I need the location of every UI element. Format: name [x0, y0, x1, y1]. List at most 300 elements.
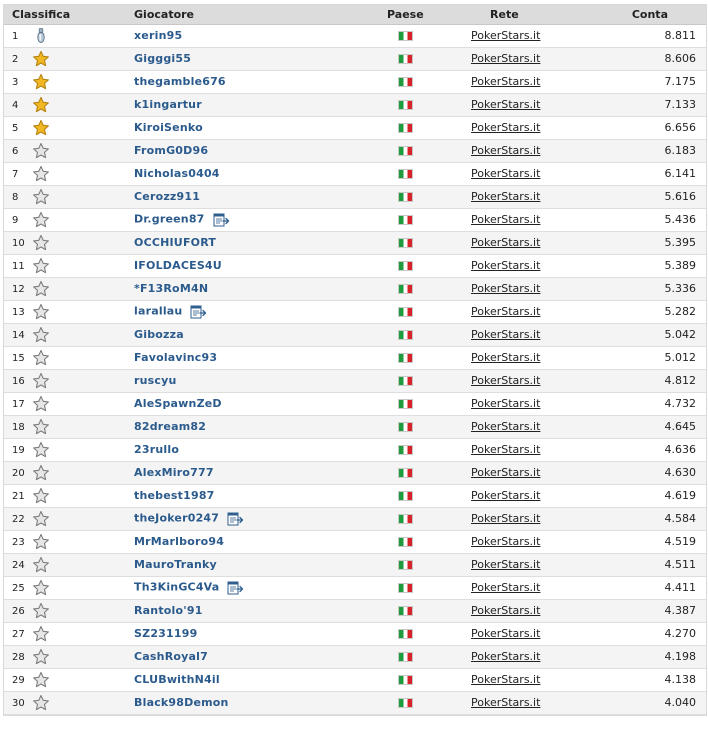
leaderboard-table	[4, 5, 706, 715]
count-value: 6.183	[664, 144, 696, 157]
country-cell	[387, 231, 462, 254]
network-cell	[462, 622, 594, 645]
silver-star-icon	[32, 510, 50, 528]
count-value: 7.133	[664, 98, 696, 111]
table-row	[4, 24, 706, 47]
player-link[interactable]: KiroiSenko	[134, 121, 203, 134]
player-link[interactable]: AleSpawnZeD	[134, 397, 222, 410]
italy-flag-icon	[398, 54, 413, 64]
count-cell	[594, 392, 706, 415]
player-link[interactable]: thegamble676	[134, 75, 226, 88]
rank-cell	[4, 116, 31, 139]
count-value: 4.645	[664, 420, 696, 433]
rank-number: 8	[12, 192, 19, 203]
table-row	[4, 392, 706, 415]
badge-cell	[31, 484, 134, 507]
player-link[interactable]: OCCHIUFORT	[134, 236, 217, 249]
rank-cell	[4, 162, 31, 185]
italy-flag-icon	[398, 284, 413, 294]
rank-cell	[4, 553, 31, 576]
silver-star-icon	[32, 349, 50, 367]
country-cell	[387, 346, 462, 369]
network-cell	[462, 484, 594, 507]
count-value: 5.012	[664, 351, 696, 364]
network-link[interactable]: PokerStars.it	[471, 144, 541, 157]
network-link[interactable]: PokerStars.it	[471, 627, 541, 640]
rank-cell	[4, 323, 31, 346]
silver-star-icon	[32, 303, 50, 321]
header-player[interactable]: Giocatore	[134, 5, 387, 24]
network-cell	[462, 93, 594, 116]
badge-cell	[31, 346, 134, 369]
badge-cell	[31, 392, 134, 415]
player-cell	[134, 369, 387, 392]
italy-flag-icon	[398, 215, 413, 225]
network-cell	[462, 668, 594, 691]
country-cell	[387, 323, 462, 346]
rank-cell	[4, 392, 31, 415]
table-row	[4, 277, 706, 300]
italy-flag-icon	[398, 629, 413, 639]
rank-cell	[4, 668, 31, 691]
network-cell	[462, 231, 594, 254]
player-cell	[134, 47, 387, 70]
player-link[interactable]: *F13RoM4N	[134, 282, 209, 295]
network-link[interactable]: PokerStars.it	[471, 673, 541, 686]
rank-cell	[4, 484, 31, 507]
rank-cell	[4, 70, 31, 93]
player-link[interactable]: CLUBwithN4il	[134, 673, 220, 686]
player-link[interactable]: thebest1987	[134, 489, 215, 502]
network-cell	[462, 47, 594, 70]
player-cell	[134, 507, 387, 530]
header-network[interactable]: Rete	[462, 5, 594, 24]
player-link[interactable]: ruscyu	[134, 374, 177, 387]
country-cell	[387, 553, 462, 576]
player-cell	[134, 438, 387, 461]
badge-cell	[31, 438, 134, 461]
rank-cell	[4, 622, 31, 645]
rank-cell	[4, 415, 31, 438]
country-cell	[387, 576, 462, 599]
player-notes-icon[interactable]	[227, 580, 244, 595]
country-cell	[387, 369, 462, 392]
badge-cell	[31, 162, 134, 185]
player-link[interactable]: larallau	[134, 304, 183, 318]
country-cell	[387, 691, 462, 714]
italy-flag-icon	[398, 652, 413, 662]
network-cell	[462, 461, 594, 484]
italy-flag-icon	[398, 261, 413, 271]
gold-star-icon	[32, 96, 50, 114]
country-cell	[387, 300, 462, 323]
player-cell	[134, 323, 387, 346]
count-value: 5.336	[664, 282, 696, 295]
count-cell	[594, 553, 706, 576]
network-cell	[462, 645, 594, 668]
country-cell	[387, 461, 462, 484]
player-cell	[134, 668, 387, 691]
rank-number: 5	[12, 123, 19, 134]
network-link[interactable]: PokerStars.it	[471, 190, 541, 203]
badge-cell	[31, 415, 134, 438]
country-cell	[387, 277, 462, 300]
player-link[interactable]: AlexMiro777	[134, 466, 214, 479]
badge-cell	[31, 369, 134, 392]
count-cell	[594, 461, 706, 484]
count-cell	[594, 484, 706, 507]
count-cell	[594, 507, 706, 530]
table-row	[4, 185, 706, 208]
silver-star-icon	[32, 165, 50, 183]
count-value: 4.040	[664, 696, 696, 709]
badge-cell	[31, 185, 134, 208]
silver-star-icon	[32, 648, 50, 666]
player-link[interactable]: Th3KinGC4Va	[134, 580, 220, 594]
leaderboard-panel	[3, 4, 707, 716]
rank-number: 16	[12, 376, 25, 387]
italy-flag-icon	[398, 77, 413, 87]
badge-cell	[31, 323, 134, 346]
player-notes-icon[interactable]	[190, 304, 207, 319]
country-cell	[387, 24, 462, 47]
rank-number: 15	[12, 353, 25, 364]
table-row	[4, 93, 706, 116]
network-link[interactable]: PokerStars.it	[471, 167, 541, 180]
rank-number: 12	[12, 284, 25, 295]
network-link[interactable]: PokerStars.it	[471, 98, 541, 111]
count-cell	[594, 323, 706, 346]
italy-flag-icon	[398, 491, 413, 501]
silver-star-icon	[32, 211, 50, 229]
country-cell	[387, 116, 462, 139]
network-link[interactable]: PokerStars.it	[471, 443, 541, 456]
network-cell	[462, 254, 594, 277]
silver-star-icon	[32, 533, 50, 551]
network-link[interactable]: PokerStars.it	[471, 213, 541, 226]
rank-number: 9	[12, 215, 19, 226]
count-cell	[594, 668, 706, 691]
network-link[interactable]: PokerStars.it	[471, 466, 541, 479]
count-cell	[594, 645, 706, 668]
player-cell	[134, 392, 387, 415]
network-link[interactable]: PokerStars.it	[471, 305, 541, 318]
player-link[interactable]: IFOLDACES4U	[134, 259, 222, 272]
badge-cell	[31, 553, 134, 576]
rank-cell	[4, 507, 31, 530]
player-link[interactable]: Gibozza	[134, 328, 184, 341]
player-cell	[134, 162, 387, 185]
player-link[interactable]: Gigggi55	[134, 52, 192, 65]
rank-cell	[4, 599, 31, 622]
country-cell	[387, 599, 462, 622]
silver-star-icon	[32, 188, 50, 206]
count-cell	[594, 93, 706, 116]
network-cell	[462, 185, 594, 208]
country-cell	[387, 93, 462, 116]
italy-flag-icon	[398, 330, 413, 340]
count-value: 5.042	[664, 328, 696, 341]
network-link[interactable]: PokerStars.it	[471, 489, 541, 502]
silver-star-icon	[32, 395, 50, 413]
network-link[interactable]: PokerStars.it	[471, 236, 541, 249]
player-link[interactable]: MrMarlboro94	[134, 535, 225, 548]
player-notes-icon[interactable]	[213, 212, 230, 227]
table-row	[4, 346, 706, 369]
player-cell	[134, 415, 387, 438]
count-cell	[594, 369, 706, 392]
count-cell	[594, 277, 706, 300]
network-link[interactable]: PokerStars.it	[471, 581, 541, 594]
network-link[interactable]: PokerStars.it	[471, 512, 541, 525]
network-link[interactable]: PokerStars.it	[471, 420, 541, 433]
player-cell	[134, 530, 387, 553]
count-cell	[594, 691, 706, 714]
network-link[interactable]: PokerStars.it	[471, 604, 541, 617]
network-link[interactable]: PokerStars.it	[471, 374, 541, 387]
count-cell	[594, 24, 706, 47]
player-notes-icon[interactable]	[227, 511, 244, 526]
network-link[interactable]: PokerStars.it	[471, 328, 541, 341]
country-cell	[387, 438, 462, 461]
table-row	[4, 599, 706, 622]
badge-cell	[31, 254, 134, 277]
player-cell	[134, 185, 387, 208]
country-cell	[387, 162, 462, 185]
silver-star-icon	[32, 280, 50, 298]
rank-number: 17	[12, 399, 25, 410]
silver-star-icon	[32, 326, 50, 344]
player-cell	[134, 116, 387, 139]
italy-flag-icon	[398, 422, 413, 432]
player-link[interactable]: FromG0D96	[134, 144, 209, 157]
count-cell	[594, 231, 706, 254]
italy-flag-icon	[398, 399, 413, 409]
player-cell	[134, 93, 387, 116]
count-value: 4.411	[664, 581, 696, 594]
silver-star-icon	[32, 441, 50, 459]
count-cell	[594, 139, 706, 162]
network-cell	[462, 507, 594, 530]
table-row	[4, 208, 706, 231]
player-link[interactable]: Dr.green87	[134, 212, 205, 226]
table-row	[4, 645, 706, 668]
network-cell	[462, 392, 594, 415]
player-link[interactable]: CashRoyal7	[134, 650, 208, 663]
player-cell	[134, 254, 387, 277]
italy-flag-icon	[398, 169, 413, 179]
player-cell	[134, 231, 387, 254]
rank-number: 29	[12, 675, 25, 686]
rank-cell	[4, 369, 31, 392]
count-value: 5.616	[664, 190, 696, 203]
player-link[interactable]: 82dream82	[134, 420, 207, 433]
table-row	[4, 162, 706, 185]
rank-cell	[4, 24, 31, 47]
network-link[interactable]: PokerStars.it	[471, 650, 541, 663]
network-cell	[462, 116, 594, 139]
table-row	[4, 254, 706, 277]
table-row	[4, 116, 706, 139]
count-value: 4.198	[664, 650, 696, 663]
badge-cell	[31, 461, 134, 484]
rank-number: 2	[12, 54, 19, 65]
table-row	[4, 691, 706, 714]
count-cell	[594, 599, 706, 622]
player-link[interactable]: xerin95	[134, 29, 183, 42]
rank-cell	[4, 139, 31, 162]
player-cell	[134, 461, 387, 484]
country-cell	[387, 484, 462, 507]
count-value: 4.519	[664, 535, 696, 548]
player-link[interactable]: Black98Demon	[134, 696, 229, 709]
network-link[interactable]: PokerStars.it	[471, 558, 541, 571]
table-body	[4, 24, 706, 714]
count-cell	[594, 346, 706, 369]
table-row	[4, 70, 706, 93]
country-cell	[387, 47, 462, 70]
table-row	[4, 530, 706, 553]
count-cell	[594, 438, 706, 461]
badge-cell	[31, 507, 134, 530]
network-link[interactable]: PokerStars.it	[471, 75, 541, 88]
player-cell	[134, 691, 387, 714]
table-header	[4, 5, 706, 24]
badge-cell	[31, 622, 134, 645]
country-cell	[387, 507, 462, 530]
table-row	[4, 231, 706, 254]
badge-cell	[31, 530, 134, 553]
rank-cell	[4, 438, 31, 461]
rank-cell	[4, 254, 31, 277]
country-cell	[387, 530, 462, 553]
badge-cell	[31, 47, 134, 70]
badge-cell	[31, 24, 134, 47]
rank-cell	[4, 300, 31, 323]
player-link[interactable]: SZ231199	[134, 627, 198, 640]
count-value: 6.141	[664, 167, 696, 180]
italy-flag-icon	[398, 353, 413, 363]
player-cell	[134, 139, 387, 162]
count-cell	[594, 185, 706, 208]
player-cell	[134, 645, 387, 668]
header-count[interactable]: Conta	[594, 5, 706, 24]
count-value: 4.270	[664, 627, 696, 640]
rank-number: 13	[12, 307, 25, 318]
italy-flag-icon	[398, 238, 413, 248]
network-cell	[462, 208, 594, 231]
player-cell	[134, 70, 387, 93]
network-cell	[462, 415, 594, 438]
table-row	[4, 576, 706, 599]
rank-number: 28	[12, 652, 25, 663]
network-link[interactable]: PokerStars.it	[471, 29, 541, 42]
count-value: 4.630	[664, 466, 696, 479]
badge-cell	[31, 277, 134, 300]
rank-number: 6	[12, 146, 19, 157]
country-cell	[387, 139, 462, 162]
rank-cell	[4, 231, 31, 254]
count-value: 7.175	[664, 75, 696, 88]
network-link[interactable]: PokerStars.it	[471, 351, 541, 364]
player-cell	[134, 208, 387, 231]
network-link[interactable]: PokerStars.it	[471, 535, 541, 548]
player-link[interactable]: MauroTranky	[134, 558, 217, 571]
table-row	[4, 438, 706, 461]
player-link[interactable]: Favolavinc93	[134, 351, 218, 364]
network-link[interactable]: PokerStars.it	[471, 121, 541, 134]
player-link[interactable]: k1ingartur	[134, 98, 202, 111]
gold-star-icon	[32, 73, 50, 91]
silver-star-icon	[32, 372, 50, 390]
italy-flag-icon	[398, 376, 413, 386]
network-cell	[462, 438, 594, 461]
player-cell	[134, 346, 387, 369]
country-cell	[387, 254, 462, 277]
rank-number: 22	[12, 514, 25, 525]
badge-cell	[31, 576, 134, 599]
table-row	[4, 369, 706, 392]
table-row	[4, 415, 706, 438]
player-link[interactable]: Cerozz911	[134, 190, 201, 203]
table-row	[4, 461, 706, 484]
network-cell	[462, 576, 594, 599]
rank-cell	[4, 576, 31, 599]
table-row	[4, 507, 706, 530]
table-row	[4, 668, 706, 691]
badge-cell	[31, 300, 134, 323]
table-row	[4, 622, 706, 645]
rank-cell	[4, 93, 31, 116]
player-link[interactable]: Nicholas0404	[134, 167, 220, 180]
silver-star-icon	[32, 464, 50, 482]
network-link[interactable]: PokerStars.it	[471, 282, 541, 295]
network-cell	[462, 162, 594, 185]
badge-cell	[31, 668, 134, 691]
rank-cell	[4, 346, 31, 369]
badge-cell	[31, 231, 134, 254]
network-link[interactable]: PokerStars.it	[471, 259, 541, 272]
count-value: 5.436	[664, 213, 696, 226]
player-link[interactable]: 23rullo	[134, 443, 180, 456]
gold-star-icon	[32, 50, 50, 68]
player-cell	[134, 576, 387, 599]
country-cell	[387, 392, 462, 415]
network-link[interactable]: PokerStars.it	[471, 696, 541, 709]
italy-flag-icon	[398, 100, 413, 110]
italy-flag-icon	[398, 307, 413, 317]
italy-flag-icon	[398, 698, 413, 708]
network-link[interactable]: PokerStars.it	[471, 52, 541, 65]
header-country[interactable]: Paese	[387, 5, 462, 24]
silver-star-icon	[32, 694, 50, 712]
rank-cell	[4, 461, 31, 484]
player-link[interactable]: theJoker0247	[134, 511, 220, 525]
silver-star-icon	[32, 142, 50, 160]
rank-number: 18	[12, 422, 25, 433]
count-cell	[594, 47, 706, 70]
table-row	[4, 300, 706, 323]
network-cell	[462, 530, 594, 553]
header-rank[interactable]: Classifica	[4, 5, 134, 24]
count-value: 4.619	[664, 489, 696, 502]
player-link[interactable]: Rantolo'91	[134, 604, 203, 617]
italy-flag-icon	[398, 445, 413, 455]
network-link[interactable]: PokerStars.it	[471, 397, 541, 410]
rank-number: 7	[12, 169, 19, 180]
network-cell	[462, 369, 594, 392]
network-cell	[462, 691, 594, 714]
